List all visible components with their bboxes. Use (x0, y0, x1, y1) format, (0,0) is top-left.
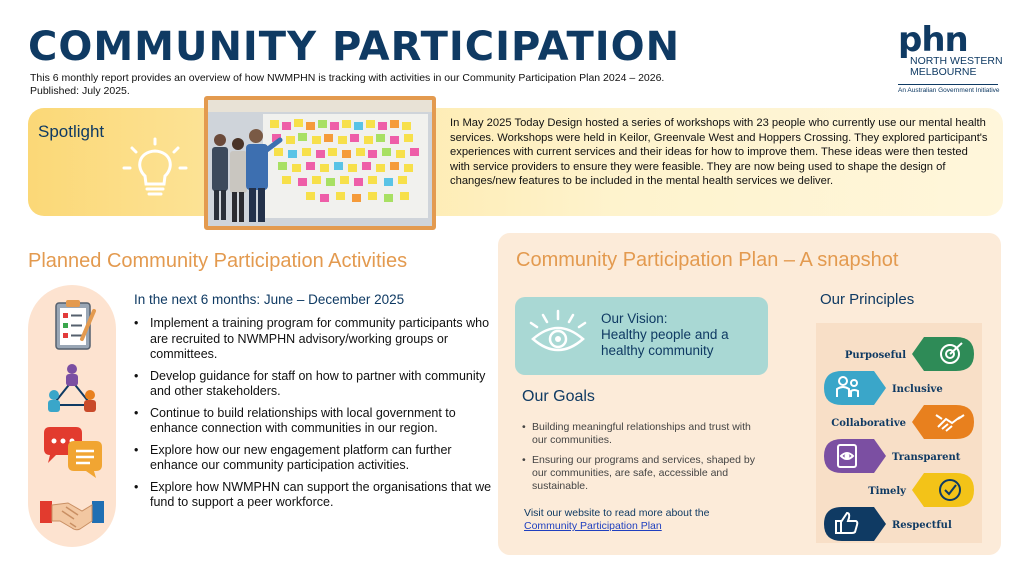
planned-activities-title: Planned Community Participation Activities (28, 250, 408, 272)
eye-icon (527, 307, 589, 365)
principle-label-timely: Timely (868, 486, 906, 497)
list-item: • Develop guidance for staff on how to partner with community and other stakeholders. (132, 369, 492, 400)
list-item: • Building meaningful relationships and trust with our communities. (522, 421, 762, 447)
principle-badge-purposeful (912, 337, 974, 371)
logo-tagline: An Australian Government Initiative (898, 87, 1000, 94)
logo-name-line2: MELBOURNE (910, 66, 977, 78)
handshake-icon (38, 485, 106, 541)
principle-label-collaborative: Collaborative (831, 418, 906, 429)
lightbulb-icon (120, 136, 190, 206)
principle-label-purposeful: Purposeful (844, 350, 906, 361)
spotlight-label: Spotlight (38, 122, 105, 141)
snapshot-title: Community Participation Plan – A snapshot (516, 249, 899, 271)
workshop-sticky-notes-photo (204, 96, 436, 230)
vision-heading: Our Vision: (601, 311, 668, 326)
logo-divider (898, 84, 998, 85)
principles-panel (816, 323, 982, 543)
principle-label-transparent: Transparent (892, 452, 961, 463)
published-date: Published: July 2025. (30, 85, 130, 97)
principle-label-inclusive: Inclusive (892, 384, 943, 395)
community-participation-plan-link[interactable]: Community Participation Plan (524, 520, 662, 532)
spotlight-banner (28, 108, 1003, 216)
logo-wordmark: phn (898, 20, 968, 60)
vision-text: Healthy people and a healthy community (601, 327, 729, 358)
activity-icons-column (28, 285, 116, 547)
intro-text (30, 72, 750, 98)
principle-badge-respectful (824, 507, 886, 541)
list-item: • Ensuring our programs and services, shaped by our communities, are safe, accessible and sustainable. (522, 454, 762, 493)
vision-card (515, 297, 768, 375)
spotlight-text: In May 2025 Today Design hosted a series of workshops with 23 people who currently use our mental health services. Workshops were held in Keilor, Greenvale West and Hoppers Crossing. They explored participant's experiences with current services and their ideas for how to improve them. These ideas were then tested with service providers to ensure they were feasible. They are now being used to shape the design of changes/new features to be included in the mental health services we deliver. (450, 117, 988, 188)
page-title: COMMUNITY PARTICIPATION (28, 24, 681, 70)
clipboard-checklist-icon (38, 297, 106, 353)
principle-badge-timely (912, 473, 974, 507)
people-network-icon (38, 361, 106, 417)
planned-period-subtitle: In the next 6 months: June – December 2025 (134, 292, 405, 307)
list-item: • Continue to build relationships with local government to enhance connection with communities in our region. (132, 406, 492, 437)
principles-title: Our Principles (820, 291, 915, 308)
logo-name-line1: NORTH WESTERN (910, 55, 1003, 67)
goals-title: Our Goals (522, 388, 595, 405)
list-item: • Explore how NWMPHN can support the organisations that we fund to support a peer workforce. (132, 480, 492, 511)
phn-logo (898, 20, 1008, 94)
list-item: • Implement a training program for community participants who are recruited to NWMPHN advisory/working groups or committees. (132, 316, 492, 363)
planned-activities-list (132, 316, 492, 517)
plan-snapshot-panel (498, 233, 1001, 555)
principle-label-respectful: Respectful (892, 520, 952, 531)
intro-line: This 6 monthly report provides an overview of how NWMPHN is tracking with activities in our Community Participation Plan 2024 – 2026. (30, 72, 665, 84)
goals-list (522, 421, 762, 500)
website-note: Visit our website to read more about the (524, 507, 710, 519)
speech-bubbles-icon (38, 423, 106, 479)
list-item: • Explore how our new engagement platform can further enhance our community participation activities. (132, 443, 492, 474)
principles-graphic (816, 323, 982, 543)
principle-badge-inclusive (824, 371, 886, 405)
